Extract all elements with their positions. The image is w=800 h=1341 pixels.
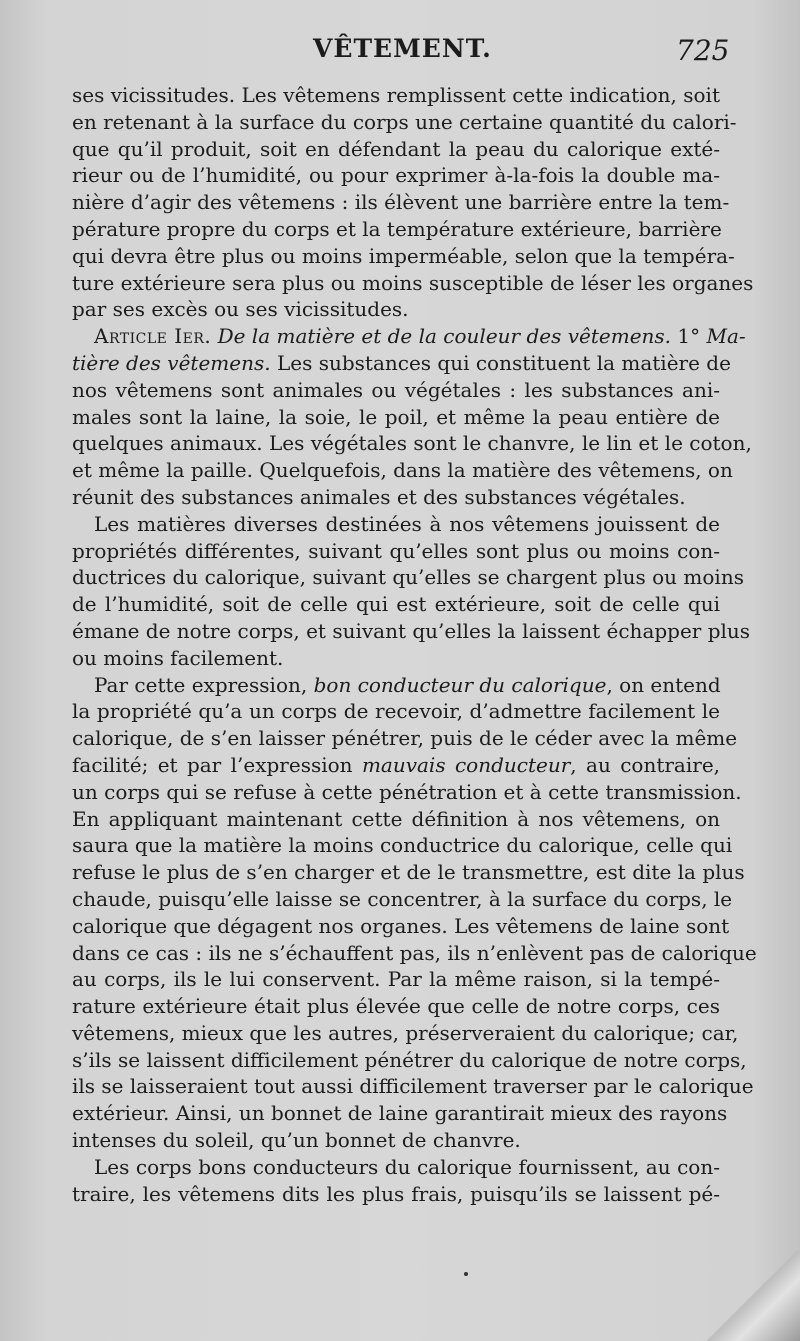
text-line: En appliquant maintenant cette définition à nos vêtemens, on (72, 806, 720, 831)
text-line: qui devra être plus ou moins imperméable, selon que la tempéra- (72, 243, 735, 268)
text-line: calorique que dégagent nos organes. Les vêtemens de laine sont (72, 913, 730, 938)
page-corner-curl (680, 1251, 800, 1341)
text-line: réunit des substances animales et des substances végétales. (72, 484, 686, 509)
article-heading-line (72, 323, 746, 350)
text-line: males sont la laine, la soie, le poil, et même la peau entière de (72, 404, 720, 429)
text-line: en retenant à la surface du corps une certaine quantité du calori- (72, 109, 737, 134)
text-line: extérieur. Ainsi, un bonnet de laine garantirait mieux des rayons (72, 1101, 728, 1126)
text-line: un corps qui se refuse à cette pénétration et à cette transmission. (72, 779, 742, 804)
text-line: traire, les vêtemens dits les plus frais, puisqu’ils se laissent pé- (72, 1181, 720, 1206)
text-run: Par cette expression, (94, 672, 308, 697)
article-subtitle-end: tière des vêtemens. (72, 350, 271, 375)
text-line: intenses du soleil, qu’un bonnet de chanvre. (72, 1128, 521, 1153)
text-line: ture extérieure sera plus ou moins susceptible de léser les organes (72, 270, 754, 295)
italic-term: mauvais conducteur (361, 752, 571, 777)
article-title: De la matière et de la couleur des vêtemens. (217, 324, 672, 349)
body-text (72, 82, 757, 1207)
text-line: rieur ou de l’humidité, ou pour exprimer à-la-fois la double ma- (72, 163, 720, 188)
text-line: rature extérieure était plus élevée que celle de notre corps, ces (72, 994, 720, 1019)
italic-term: bon conducteur du calorique (313, 672, 607, 697)
text-line: ou moins facilement. (72, 645, 284, 670)
article-number: 1° (677, 324, 701, 349)
text-line: vêtemens, mieux que les autres, préserveraient du calorique; car, (72, 1020, 739, 1045)
text-line: dans ce cas : ils ne s’échauffent pas, ils n’enlèvent pas de calorique (72, 940, 757, 965)
text-line: refuse le plus de s’en charger et de le transmettre, est dite la plus (72, 860, 745, 885)
text-run: Les substances qui constituent la matière de (276, 350, 731, 375)
text-line: ductrices du calorique, suivant qu’elles se chargent plus ou moins (72, 565, 744, 590)
text-line: nière d’agir des vêtemens : ils élèvent une barrière entre la tem- (72, 190, 730, 215)
text-line: la propriété qu’a un corps de recevoir, d’admettre facilement le (72, 699, 720, 724)
text-line: pérature propre du corps et la température extérieure, barrière (72, 216, 722, 241)
ink-speck (464, 1272, 468, 1276)
page-header (0, 30, 800, 74)
text-line: s’ils se laissent difficilement pénétrer du calorique de notre corps, (72, 1047, 747, 1072)
text-line: par ses excès ou ses vicissitudes. (72, 297, 409, 322)
text-line: calorique, de s’en laisser pénétrer, puis de le céder avec la même (72, 726, 738, 751)
text-line: nos vêtemens sont animales ou végétales : les substances ani- (72, 377, 720, 402)
text-run: , on entend (606, 672, 721, 697)
article-subtitle-start: Ma- (706, 324, 746, 349)
text-line: ses vicissitudes. Les vêtemens remplissent cette indication, soit (72, 83, 720, 107)
text-run: , au contraire, (570, 752, 721, 777)
text-line: quelques animaux. Les végétales sont le chanvre, le lin et le coton, (72, 431, 752, 456)
text-line: propriétés différentes, suivant qu’elles sont plus ou moins con- (72, 538, 720, 563)
text-line: émane de notre corps, et suivant qu’elles la laissent échapper plus (72, 618, 751, 643)
text-line: et même la paille. Quelquefois, dans la matière des vêtemens, on (72, 458, 733, 483)
text-line: au corps, ils le lui conservent. Par la même raison, si la tempé- (72, 967, 720, 992)
text-run: facilité; et par l’expression (72, 752, 353, 777)
running-title: VÊTEMENT. (313, 34, 492, 63)
text-line: Les corps bons conducteurs du calorique fournissent, au con- (94, 1154, 720, 1179)
text-line: de l’humidité, soit de celle qui est extérieure, soit de celle qui (72, 592, 720, 617)
text-line: que qu’il produit, soit en défendant la peau du calorique exté- (72, 136, 720, 161)
text-line (72, 350, 731, 377)
text-line (72, 672, 720, 699)
page-number: 725 (676, 34, 730, 67)
text-line: Les matières diverses destinées à nos vêtemens jouissent de (94, 511, 720, 536)
text-line: saura que la matière la moins conductrice du calorique, celle qui (72, 833, 733, 858)
text-line: chaude, puisqu’elle laisse se concentrer, à la surface du corps, le (72, 886, 733, 911)
article-label: Article Ier. (94, 324, 212, 349)
text-line: ils se laisseraient tout aussi difficilement traverser par le calorique (72, 1074, 754, 1099)
text-line (72, 752, 720, 779)
